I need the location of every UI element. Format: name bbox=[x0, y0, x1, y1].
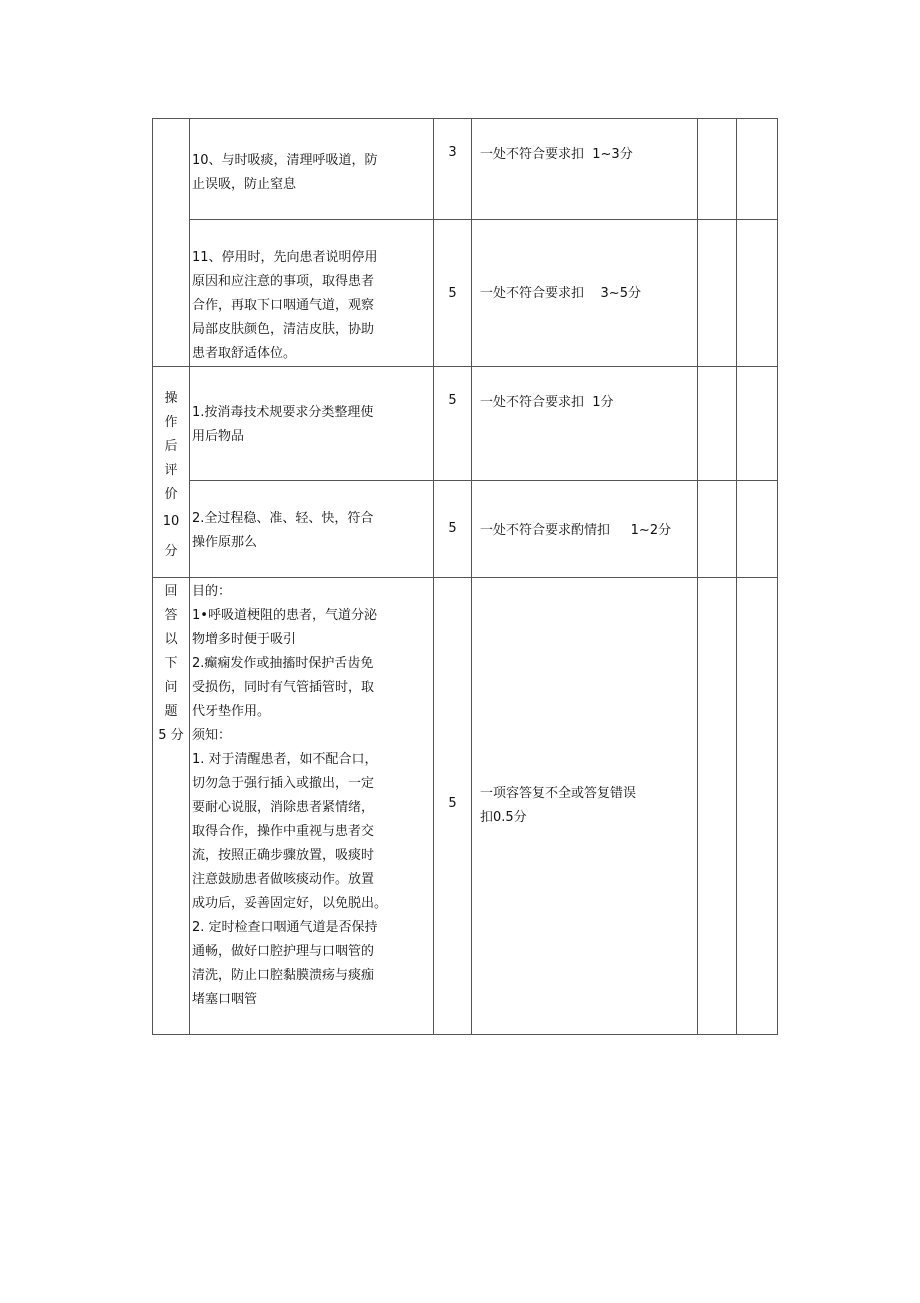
rule-text: 一处不符合要求扣 1分 bbox=[480, 395, 614, 410]
item-text: 1.按消毒技术规要求分类整理使 用后物品 bbox=[192, 405, 374, 444]
score-cell bbox=[434, 578, 472, 1035]
blank-cell bbox=[698, 367, 737, 481]
category-char: 回 bbox=[164, 584, 178, 599]
score-cell bbox=[434, 367, 472, 481]
rule-cell bbox=[472, 481, 698, 578]
category-char: 题 bbox=[164, 704, 178, 719]
item-cell bbox=[190, 481, 434, 578]
item-cell bbox=[190, 119, 434, 220]
score-value: 3 bbox=[448, 145, 457, 160]
category-answer-questions bbox=[153, 578, 190, 1035]
blank-cell bbox=[737, 220, 778, 367]
item-cell bbox=[190, 220, 434, 367]
score-value: 5 bbox=[448, 286, 457, 301]
category-char: 价 bbox=[164, 487, 178, 502]
category-char: 答 bbox=[164, 608, 178, 623]
score-cell bbox=[434, 220, 472, 367]
blank-cell bbox=[698, 578, 737, 1035]
category-char: 10 bbox=[162, 514, 180, 529]
score-value: 5 bbox=[448, 796, 457, 811]
score-value: 5 bbox=[448, 393, 457, 408]
score-value: 5 bbox=[448, 521, 457, 536]
item-text: 11、停用时，先向患者说明停用 原因和应注意的事项，取得患者 合作，再取下口咽通气道，观察 局部皮肤颜色，清洁皮肤，协助 患者取舒适体位。 bbox=[192, 250, 378, 361]
table-row bbox=[153, 578, 778, 1035]
item-cell bbox=[190, 367, 434, 481]
blank-cell bbox=[698, 220, 737, 367]
rule-cell bbox=[472, 220, 698, 367]
category-char: 作 bbox=[164, 415, 178, 430]
rule-text: 一处不符合要求酌情扣 1~2分 bbox=[480, 523, 672, 538]
category-char: 以 bbox=[164, 632, 178, 647]
blank-cell bbox=[737, 481, 778, 578]
category-char: 操 bbox=[164, 391, 178, 406]
item-text: 目的： 1•呼吸道梗阻的患者，气道分泌 物增多时便于吸引 2.癫痫发作或抽搐时保护舌齿免 受损伤，同时有气管插管时，取 代牙垫作用。 须知： 1. 对于清醒患者，如不配合口， 切勿急于强行插入或撤出，一定 要耐心说服，消除患者紧情绪， 取得合作，操作中重视与患者交 流，按照正确步骤放置，吸痰时 注意鼓励患者做咳痰动作。放置 成功后，妥善固定好，以免脱出。 2. 定时检查口咽通气道是否保持 通畅，做好口腔护理与口咽管的 清洗，防止口腔黏膜溃疡与痰痂 堵塞口咽管 bbox=[192, 584, 388, 1007]
item-text: 2.全过程稳、准、轻、快，符合 操作原那么 bbox=[192, 511, 374, 550]
blank-cell bbox=[737, 578, 778, 1035]
blank-cell bbox=[698, 481, 737, 578]
score-cell bbox=[434, 481, 472, 578]
category-after-operation bbox=[153, 367, 190, 578]
category-char: 问 bbox=[164, 680, 178, 695]
rule-cell bbox=[472, 578, 698, 1035]
item-text: 10、与时吸痰，清理呼吸道，防 止误吸，防止窒息 bbox=[192, 153, 378, 192]
table-row bbox=[153, 119, 778, 220]
rule-text: 一项容答复不全或答复错误 扣0.5分 bbox=[480, 786, 637, 825]
scoring-table bbox=[152, 118, 778, 1035]
category-cell-blank bbox=[153, 119, 190, 367]
rule-text: 一处不符合要求扣 1~3分 bbox=[480, 147, 633, 162]
category-char: 分 bbox=[164, 544, 178, 559]
item-cell bbox=[190, 578, 434, 1035]
blank-cell bbox=[698, 119, 737, 220]
category-char: 下 bbox=[164, 656, 178, 671]
category-char: 后 bbox=[164, 439, 178, 454]
category-char: 评 bbox=[164, 463, 178, 478]
score-cell bbox=[434, 119, 472, 220]
rule-cell bbox=[472, 367, 698, 481]
table-row bbox=[153, 367, 778, 481]
table-row bbox=[153, 481, 778, 578]
rule-text: 一处不符合要求扣 3~5分 bbox=[480, 286, 641, 301]
blank-cell bbox=[737, 119, 778, 220]
table-row bbox=[153, 220, 778, 367]
blank-cell bbox=[737, 367, 778, 481]
rule-cell bbox=[472, 119, 698, 220]
category-char: 5 分 bbox=[158, 728, 184, 743]
